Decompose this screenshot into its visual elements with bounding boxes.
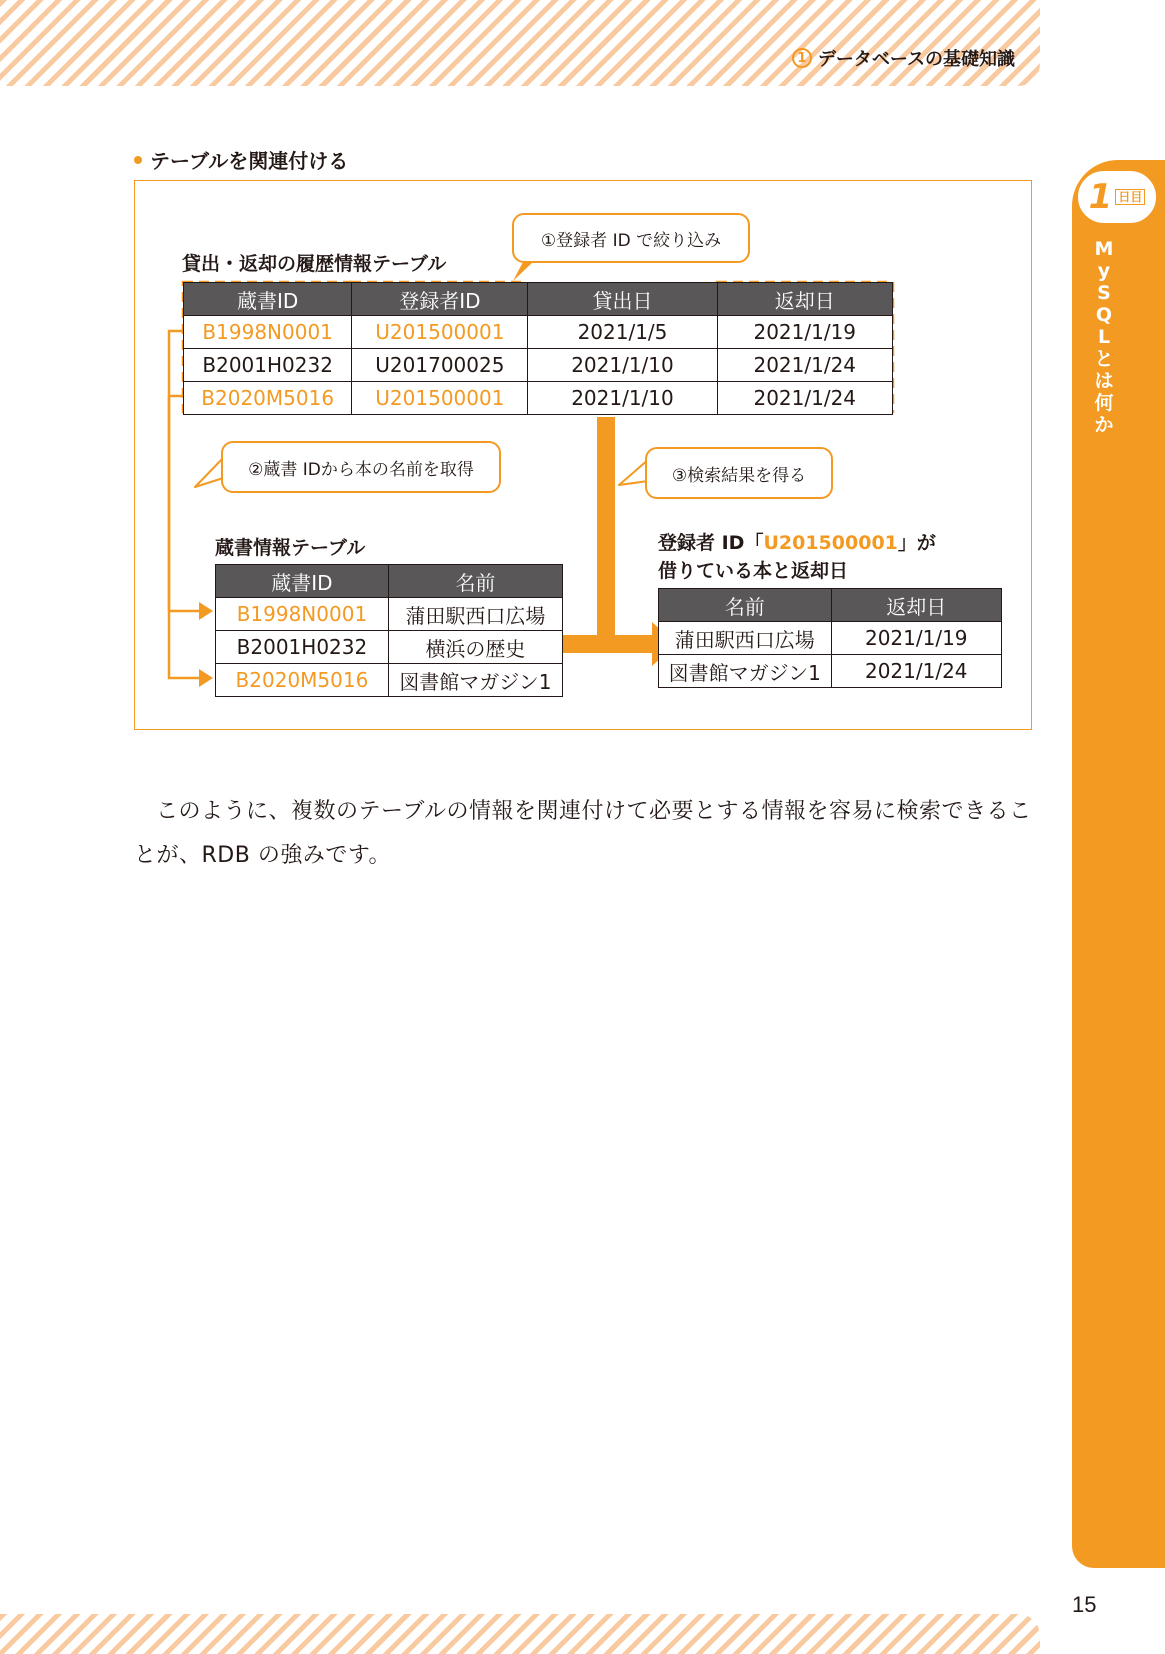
side-vertical-title: MySQLとは何か — [1094, 238, 1114, 436]
table-cell: 2021/1/24 — [831, 655, 1001, 688]
table-cell: U201500001 — [352, 316, 528, 349]
result-col-return-date: 返却日 — [831, 589, 1001, 622]
side-tab — [1072, 160, 1165, 1568]
result-title-prefix: 登録者 ID「 — [658, 532, 764, 554]
header-stripe — [0, 0, 1040, 86]
result-title-line2: 借りている本と返却日 — [658, 560, 849, 582]
figure-frame — [134, 180, 1032, 730]
day-number: 1 — [1088, 177, 1113, 217]
table-cell: 図書館マガジン1 — [388, 664, 562, 697]
table-cell: 2021/1/24 — [717, 382, 892, 415]
table-cell: 2021/1/19 — [717, 316, 892, 349]
book-col-name: 名前 — [388, 565, 562, 598]
table-row — [659, 655, 1002, 688]
running-header — [792, 45, 1015, 71]
table-cell: B2020M5016 — [216, 664, 389, 697]
section-heading — [134, 145, 348, 174]
footer-stripe — [0, 1614, 1040, 1654]
table-row — [216, 631, 563, 664]
history-col-book-id: 蔵書ID — [184, 283, 352, 316]
body-paragraph: このように、複数のテーブルの情報を関連付けて必要とする情報を容易に検索できることが、RDB の強みです。 — [134, 799, 1032, 868]
callout-get-result: ③検索結果を得る — [645, 447, 833, 499]
table-cell: 2021/1/10 — [528, 382, 717, 415]
chapter-number-badge: 1 — [792, 48, 812, 68]
book-table-title: 蔵書情報テーブル — [215, 537, 366, 559]
table-cell: B2020M5016 — [184, 382, 352, 415]
connector-row3 — [169, 396, 199, 678]
result-header-row — [659, 589, 1002, 622]
table-cell: U201700025 — [352, 349, 528, 382]
table-row — [184, 382, 893, 415]
history-table-title: 貸出・返却の履歴情報テーブル — [182, 253, 447, 275]
history-col-user-id: 登録者ID — [352, 283, 528, 316]
table-cell: B1998N0001 — [216, 598, 389, 631]
table-cell: 蒲田駅西口広場 — [388, 598, 562, 631]
book-header-row — [216, 565, 563, 598]
table-cell: 2021/1/5 — [528, 316, 717, 349]
table-cell: 図書館マガジン1 — [659, 655, 832, 688]
table-cell: B2001H0232 — [216, 631, 389, 664]
callout-filter-by-user: ①登録者 ID で絞り込み — [512, 213, 750, 263]
result-title-suffix: 」が — [897, 532, 936, 554]
arrow-head-row3 — [199, 669, 213, 687]
table-row — [216, 664, 563, 697]
section-title-text: テーブルを関連付ける — [150, 149, 349, 173]
callout-get-book-name: ②蔵書 IDから本の名前を取得 — [221, 441, 501, 493]
result-title-line1 — [658, 529, 936, 557]
table-row — [184, 349, 893, 382]
book-col-book-id: 蔵書ID — [216, 565, 389, 598]
bullet-dot-icon — [134, 156, 142, 164]
day-unit: 日目 — [1115, 189, 1145, 205]
callout1-tail — [513, 262, 533, 281]
table-cell: 2021/1/24 — [717, 349, 892, 382]
arrow-head-row1 — [199, 602, 213, 620]
table-cell: B1998N0001 — [184, 316, 352, 349]
table-cell: U201500001 — [352, 382, 528, 415]
result-title-user-id: U201500001 — [763, 532, 898, 554]
table-cell: 蒲田駅西口広場 — [659, 622, 832, 655]
table-cell: 2021/1/10 — [528, 349, 717, 382]
result-col-name: 名前 — [659, 589, 832, 622]
table-cell: 横浜の歴史 — [388, 631, 562, 664]
table-row — [216, 598, 563, 631]
result-table-title — [658, 529, 936, 585]
result-table — [658, 588, 1002, 688]
table-row — [659, 622, 1002, 655]
table-row — [184, 316, 893, 349]
page-number: 15 — [1072, 1592, 1097, 1617]
book-table — [215, 564, 563, 697]
day-badge — [1075, 168, 1159, 226]
history-col-loan-date: 貸出日 — [528, 283, 717, 316]
table-cell: B2001H0232 — [184, 349, 352, 382]
table-cell: 2021/1/19 — [831, 622, 1001, 655]
chapter-title: データベースの基礎知識 — [817, 49, 1015, 70]
history-col-return-date: 返却日 — [717, 283, 892, 316]
history-table — [183, 282, 893, 415]
history-header-row — [184, 283, 893, 316]
